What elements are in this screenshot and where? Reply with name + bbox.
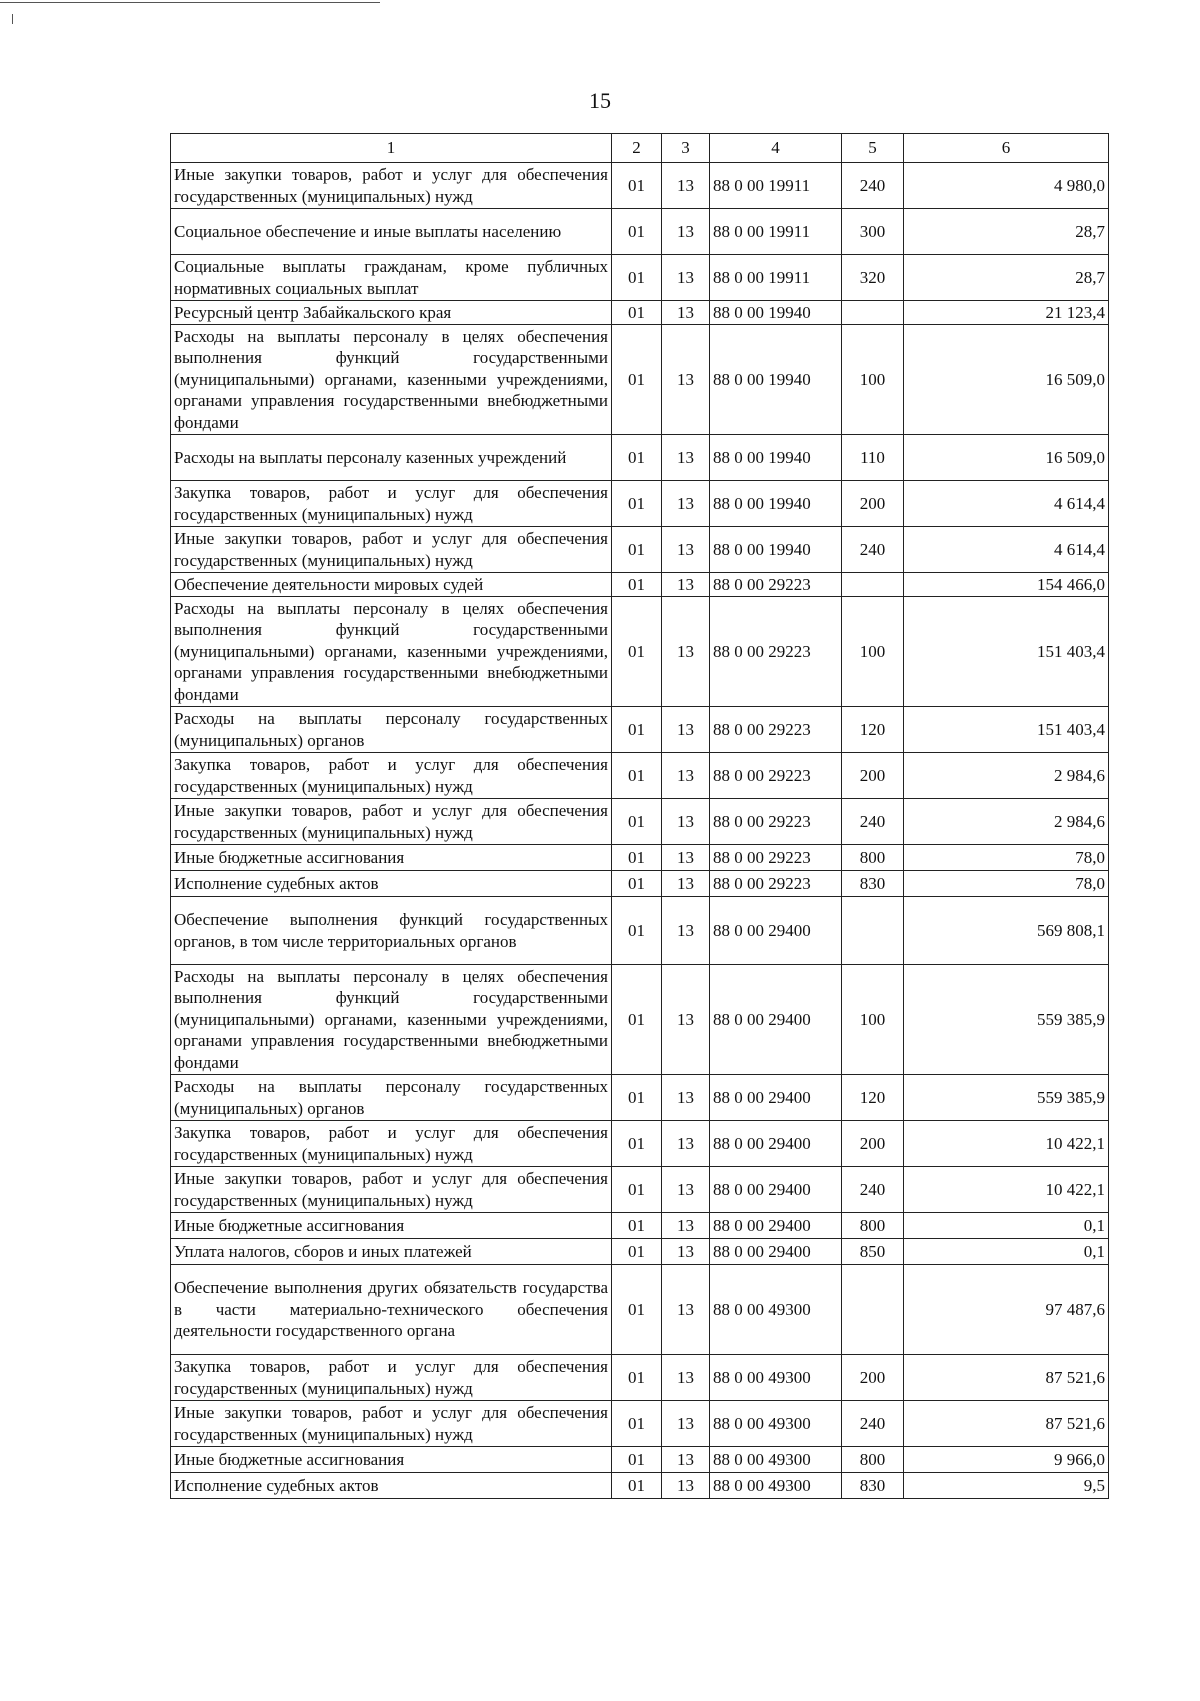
row-section: 01	[612, 481, 662, 527]
table-row	[171, 255, 1109, 301]
row-amount: 16 509,0	[904, 435, 1109, 481]
row-expense-type	[842, 1265, 904, 1355]
row-subsection: 13	[662, 573, 710, 597]
row-name: Социальное обеспечение и иные выплаты населению	[171, 209, 612, 255]
table-row	[171, 573, 1109, 597]
row-subsection: 13	[662, 481, 710, 527]
row-subsection: 13	[662, 301, 710, 325]
row-subsection: 13	[662, 1473, 710, 1499]
row-expense-type: 240	[842, 1167, 904, 1213]
row-name: Иные закупки товаров, работ и услуг для обеспечения государственных (муниципальных) нужд	[171, 527, 612, 573]
row-amount: 16 509,0	[904, 325, 1109, 435]
row-section: 01	[612, 1265, 662, 1355]
row-section: 01	[612, 597, 662, 707]
row-subsection: 13	[662, 799, 710, 845]
row-amount: 9,5	[904, 1473, 1109, 1499]
row-expense-type: 300	[842, 209, 904, 255]
table-row	[171, 1239, 1109, 1265]
row-section: 01	[612, 301, 662, 325]
table-row	[171, 1355, 1109, 1401]
row-target-article: 88 0 00 19911	[710, 209, 842, 255]
row-section: 01	[612, 163, 662, 209]
row-target-article: 88 0 00 19911	[710, 163, 842, 209]
table-row	[171, 1473, 1109, 1499]
row-amount: 569 808,1	[904, 897, 1109, 965]
table-row	[171, 1447, 1109, 1473]
row-subsection: 13	[662, 871, 710, 897]
scan-edge-line	[0, 2, 380, 3]
row-subsection: 13	[662, 1167, 710, 1213]
row-subsection: 13	[662, 255, 710, 301]
row-subsection: 13	[662, 1075, 710, 1121]
row-target-article: 88 0 00 29223	[710, 845, 842, 871]
row-target-article: 88 0 00 49300	[710, 1401, 842, 1447]
row-section: 01	[612, 1355, 662, 1401]
row-name: Иные закупки товаров, работ и услуг для обеспечения государственных (муниципальных) нужд	[171, 1401, 612, 1447]
row-subsection: 13	[662, 325, 710, 435]
row-target-article: 88 0 00 49300	[710, 1447, 842, 1473]
row-amount: 559 385,9	[904, 1075, 1109, 1121]
row-amount: 97 487,6	[904, 1265, 1109, 1355]
row-target-article: 88 0 00 29223	[710, 799, 842, 845]
row-expense-type: 120	[842, 1075, 904, 1121]
table-row	[171, 1401, 1109, 1447]
row-name: Закупка товаров, работ и услуг для обеспечения государственных (муниципальных) нужд	[171, 753, 612, 799]
col-header-subsection: 3	[662, 134, 710, 163]
row-target-article: 88 0 00 49300	[710, 1473, 842, 1499]
budget-table	[170, 133, 1109, 1499]
row-section: 01	[612, 325, 662, 435]
row-expense-type: 240	[842, 1401, 904, 1447]
row-name: Расходы на выплаты персоналу государственных (муниципальных) органов	[171, 1075, 612, 1121]
row-amount: 10 422,1	[904, 1167, 1109, 1213]
page-number: 15	[589, 88, 611, 113]
table-row	[171, 965, 1109, 1075]
row-expense-type: 240	[842, 163, 904, 209]
row-expense-type: 100	[842, 325, 904, 435]
row-expense-type: 850	[842, 1239, 904, 1265]
row-name: Обеспечение выполнения других обязательств государства в части материально-технического обеспечения деятельности государственного органа	[171, 1265, 612, 1355]
row-amount: 2 984,6	[904, 753, 1109, 799]
row-expense-type: 830	[842, 1473, 904, 1499]
row-section: 01	[612, 1213, 662, 1239]
row-name: Расходы на выплаты персоналу казенных учреждений	[171, 435, 612, 481]
row-expense-type: 800	[842, 1447, 904, 1473]
row-expense-type: 120	[842, 707, 904, 753]
table-row	[171, 707, 1109, 753]
table-row	[171, 527, 1109, 573]
row-amount: 87 521,6	[904, 1401, 1109, 1447]
row-expense-type: 100	[842, 597, 904, 707]
row-target-article: 88 0 00 29223	[710, 597, 842, 707]
row-section: 01	[612, 707, 662, 753]
table-row	[171, 799, 1109, 845]
col-header-name: 1	[171, 134, 612, 163]
row-subsection: 13	[662, 845, 710, 871]
row-section: 01	[612, 965, 662, 1075]
row-section: 01	[612, 1075, 662, 1121]
row-subsection: 13	[662, 597, 710, 707]
col-header-amount: 6	[904, 134, 1109, 163]
row-subsection: 13	[662, 707, 710, 753]
row-section: 01	[612, 573, 662, 597]
row-target-article: 88 0 00 29223	[710, 707, 842, 753]
row-amount: 154 466,0	[904, 573, 1109, 597]
row-target-article: 88 0 00 19940	[710, 481, 842, 527]
row-target-article: 88 0 00 29400	[710, 965, 842, 1075]
table-row	[171, 597, 1109, 707]
row-expense-type	[842, 573, 904, 597]
row-section: 01	[612, 209, 662, 255]
row-target-article: 88 0 00 19940	[710, 301, 842, 325]
row-name: Иные закупки товаров, работ и услуг для обеспечения государственных (муниципальных) нужд	[171, 163, 612, 209]
row-subsection: 13	[662, 1121, 710, 1167]
row-name: Расходы на выплаты персоналу в целях обеспечения выполнения функций государственными (муниципальными) органами, казенными учреждениями, органами управления государственными внебюджетными фондами	[171, 965, 612, 1075]
row-name: Иные бюджетные ассигнования	[171, 1213, 612, 1239]
row-target-article: 88 0 00 29400	[710, 1213, 842, 1239]
row-target-article: 88 0 00 29223	[710, 871, 842, 897]
row-amount: 78,0	[904, 871, 1109, 897]
row-expense-type: 200	[842, 481, 904, 527]
row-subsection: 13	[662, 1355, 710, 1401]
row-name: Ресурсный центр Забайкальского края	[171, 301, 612, 325]
row-amount: 28,7	[904, 255, 1109, 301]
row-name: Иные бюджетные ассигнования	[171, 845, 612, 871]
row-amount: 559 385,9	[904, 965, 1109, 1075]
row-amount: 21 123,4	[904, 301, 1109, 325]
row-expense-type: 830	[842, 871, 904, 897]
row-name: Социальные выплаты гражданам, кроме публичных нормативных социальных выплат	[171, 255, 612, 301]
row-target-article: 88 0 00 29400	[710, 1075, 842, 1121]
row-name: Закупка товаров, работ и услуг для обеспечения государственных (муниципальных) нужд	[171, 1121, 612, 1167]
row-amount: 10 422,1	[904, 1121, 1109, 1167]
scan-margin-tick	[12, 14, 13, 24]
row-target-article: 88 0 00 49300	[710, 1355, 842, 1401]
row-section: 01	[612, 1447, 662, 1473]
row-amount: 78,0	[904, 845, 1109, 871]
row-amount: 4 980,0	[904, 163, 1109, 209]
row-subsection: 13	[662, 527, 710, 573]
row-subsection: 13	[662, 897, 710, 965]
row-subsection: 13	[662, 1447, 710, 1473]
row-name: Расходы на выплаты персоналу государственных (муниципальных) органов	[171, 707, 612, 753]
row-name: Закупка товаров, работ и услуг для обеспечения государственных (муниципальных) нужд	[171, 481, 612, 527]
row-name: Иные закупки товаров, работ и услуг для обеспечения государственных (муниципальных) нужд	[171, 799, 612, 845]
row-subsection: 13	[662, 1401, 710, 1447]
row-amount: 28,7	[904, 209, 1109, 255]
col-header-expense-type: 5	[842, 134, 904, 163]
row-expense-type: 110	[842, 435, 904, 481]
row-expense-type: 200	[842, 753, 904, 799]
row-name: Закупка товаров, работ и услуг для обеспечения государственных (муниципальных) нужд	[171, 1355, 612, 1401]
row-name: Исполнение судебных актов	[171, 1473, 612, 1499]
row-amount: 4 614,4	[904, 527, 1109, 573]
row-expense-type: 200	[842, 1121, 904, 1167]
row-name: Исполнение судебных актов	[171, 871, 612, 897]
row-name: Обеспечение деятельности мировых судей	[171, 573, 612, 597]
row-target-article: 88 0 00 19940	[710, 435, 842, 481]
row-expense-type: 800	[842, 1213, 904, 1239]
row-expense-type: 320	[842, 255, 904, 301]
row-subsection: 13	[662, 1239, 710, 1265]
row-section: 01	[612, 799, 662, 845]
row-subsection: 13	[662, 209, 710, 255]
table-row	[171, 209, 1109, 255]
row-target-article: 88 0 00 29400	[710, 1239, 842, 1265]
row-amount: 4 614,4	[904, 481, 1109, 527]
table-row	[171, 1075, 1109, 1121]
row-section: 01	[612, 845, 662, 871]
row-subsection: 13	[662, 1265, 710, 1355]
row-subsection: 13	[662, 965, 710, 1075]
header-row	[171, 134, 1109, 163]
row-name: Уплата налогов, сборов и иных платежей	[171, 1239, 612, 1265]
row-section: 01	[612, 527, 662, 573]
row-section: 01	[612, 753, 662, 799]
row-expense-type: 200	[842, 1355, 904, 1401]
row-section: 01	[612, 1167, 662, 1213]
table-row	[171, 325, 1109, 435]
row-amount: 151 403,4	[904, 597, 1109, 707]
row-section: 01	[612, 1401, 662, 1447]
row-target-article: 88 0 00 29400	[710, 897, 842, 965]
row-name: Иные закупки товаров, работ и услуг для обеспечения государственных (муниципальных) нужд	[171, 1167, 612, 1213]
row-target-article: 88 0 00 49300	[710, 1265, 842, 1355]
row-target-article: 88 0 00 29400	[710, 1121, 842, 1167]
row-section: 01	[612, 255, 662, 301]
table-row	[171, 753, 1109, 799]
row-name: Расходы на выплаты персоналу в целях обеспечения выполнения функций государственными (муниципальными) органами, казенными учреждениями, органами управления государственными внебюджетными фондами	[171, 325, 612, 435]
row-name: Обеспечение выполнения функций государственных органов, в том числе территориальных органов	[171, 897, 612, 965]
row-target-article: 88 0 00 19940	[710, 527, 842, 573]
row-amount: 9 966,0	[904, 1447, 1109, 1473]
row-section: 01	[612, 897, 662, 965]
row-target-article: 88 0 00 29223	[710, 573, 842, 597]
table-row	[171, 1121, 1109, 1167]
table-row	[171, 481, 1109, 527]
col-header-section: 2	[612, 134, 662, 163]
table-row	[171, 301, 1109, 325]
row-expense-type: 240	[842, 527, 904, 573]
row-target-article: 88 0 00 29400	[710, 1167, 842, 1213]
table-row	[171, 435, 1109, 481]
row-amount: 151 403,4	[904, 707, 1109, 753]
row-section: 01	[612, 1473, 662, 1499]
row-amount: 2 984,6	[904, 799, 1109, 845]
row-section: 01	[612, 871, 662, 897]
table-row	[171, 1213, 1109, 1239]
row-expense-type: 100	[842, 965, 904, 1075]
row-name: Иные бюджетные ассигнования	[171, 1447, 612, 1473]
row-expense-type	[842, 301, 904, 325]
row-expense-type: 240	[842, 799, 904, 845]
row-subsection: 13	[662, 435, 710, 481]
row-expense-type	[842, 897, 904, 965]
row-section: 01	[612, 1239, 662, 1265]
col-header-target-article: 4	[710, 134, 842, 163]
row-target-article: 88 0 00 19911	[710, 255, 842, 301]
table-row	[171, 1167, 1109, 1213]
row-section: 01	[612, 435, 662, 481]
row-amount: 0,1	[904, 1239, 1109, 1265]
table-row	[171, 163, 1109, 209]
row-amount: 0,1	[904, 1213, 1109, 1239]
row-amount: 87 521,6	[904, 1355, 1109, 1401]
row-section: 01	[612, 1121, 662, 1167]
row-subsection: 13	[662, 163, 710, 209]
row-subsection: 13	[662, 753, 710, 799]
row-name: Расходы на выплаты персоналу в целях обеспечения выполнения функций государственными (муниципальными) органами, казенными учреждениями, органами управления государственными внебюджетными фондами	[171, 597, 612, 707]
table-row	[171, 897, 1109, 965]
row-target-article: 88 0 00 29223	[710, 753, 842, 799]
table-row	[171, 845, 1109, 871]
row-target-article: 88 0 00 19940	[710, 325, 842, 435]
row-expense-type: 800	[842, 845, 904, 871]
row-subsection: 13	[662, 1213, 710, 1239]
table-row	[171, 871, 1109, 897]
table-row	[171, 1265, 1109, 1355]
